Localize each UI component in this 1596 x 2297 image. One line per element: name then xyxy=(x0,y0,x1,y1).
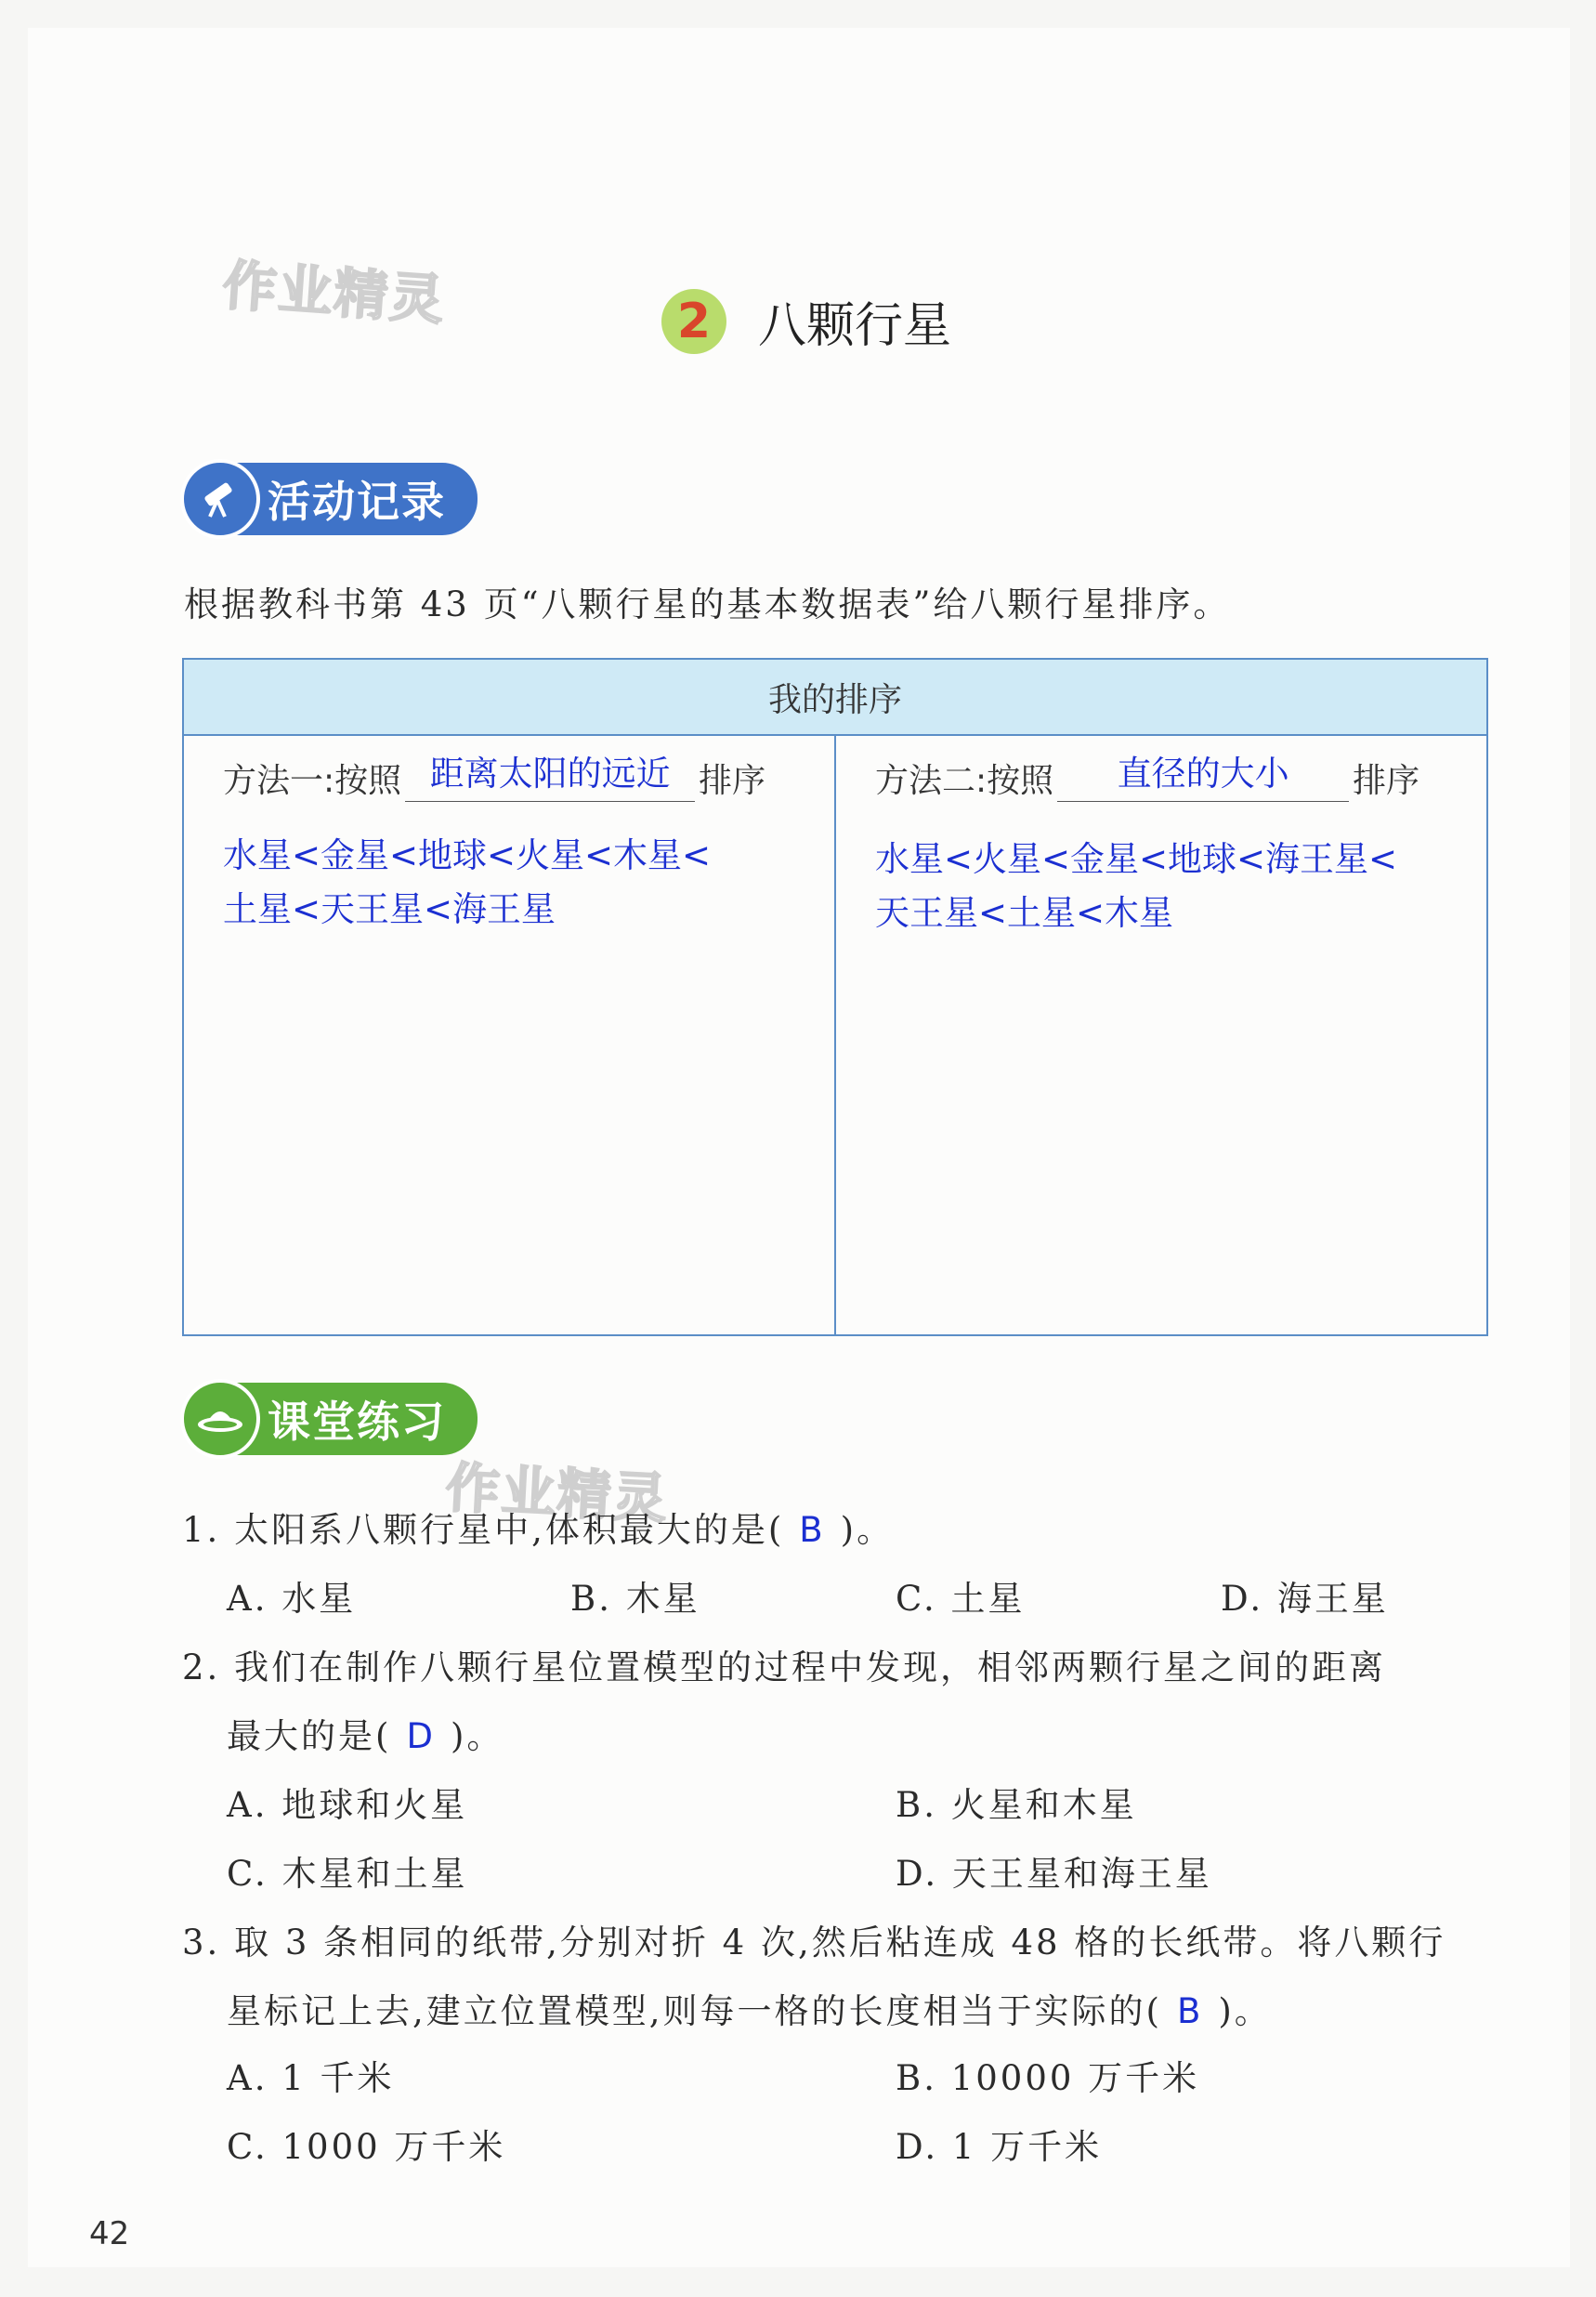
option: C. 土星 xyxy=(896,1579,1026,1619)
option: A. 地球和火星 xyxy=(227,1785,468,1825)
question-2 xyxy=(182,1639,1386,1689)
method1-column xyxy=(184,736,834,1336)
question-stem: 最大的是( xyxy=(227,1716,392,1756)
method2-blank xyxy=(1057,754,1349,802)
question-3 xyxy=(182,1914,1446,1964)
method1-prefix: 方法一:按照 xyxy=(223,762,402,800)
option: D. 海王星 xyxy=(1221,1579,1389,1619)
telescope-icon xyxy=(180,459,260,539)
question-stem: 星标记上去,建立位置模型,则每一格的长度相当于实际的( xyxy=(227,1991,1162,2031)
watermark: 作业精灵 xyxy=(444,1455,671,1531)
option: B. 木星 xyxy=(570,1579,700,1619)
question-stem: 3. 取 3 条相同的纸带,分别对折 4 次,然后粘连成 48 格的长纸带。将八颗行 xyxy=(182,1923,1446,1962)
method1-line: 土星<天王星<海王星 xyxy=(223,889,556,929)
watermark: 作业精灵 xyxy=(220,253,448,333)
question-stem: 2. 我们在制作八颗行星位置模型的过程中发现，相邻两颗行星之间的距离 xyxy=(182,1647,1387,1687)
method1-line: 水星<金星<地球<火星<木星< xyxy=(223,835,712,875)
option: C. 1000 万千米 xyxy=(227,2127,506,2167)
method1-answer: 距离太阳的远近 xyxy=(429,754,671,794)
method2-prefix: 方法二:按照 xyxy=(875,762,1054,800)
question-stem: 1. 太阳系八颗行星中,体积最大的是( xyxy=(182,1510,785,1550)
practice-badge xyxy=(186,1383,477,1455)
page-number: 42 xyxy=(89,2215,130,2252)
option: D. 天王星和海王星 xyxy=(896,1854,1212,1894)
question-stem-end: )。 xyxy=(1218,1991,1272,2031)
method2-answer-lines xyxy=(875,833,1397,940)
method1-blank xyxy=(405,754,695,802)
lesson-name: 八颗行星 xyxy=(758,298,952,354)
ufo-icon xyxy=(180,1379,260,1459)
option: D. 1 万千米 xyxy=(896,2127,1103,2167)
lesson-title xyxy=(661,286,951,356)
method2-column xyxy=(834,736,1486,1336)
method2-line: 水星<火星<金星<地球<海王星< xyxy=(875,839,1398,879)
method2-line: 天王星<土星<木星 xyxy=(875,893,1174,933)
option: A. 水星 xyxy=(227,1579,357,1619)
activity-label: 活动记录 xyxy=(268,477,446,527)
lesson-number: 2 xyxy=(661,289,726,354)
method2-answer: 直径的大小 xyxy=(1117,754,1289,794)
method2-suffix: 排序 xyxy=(1353,762,1420,800)
option: B. 火星和木星 xyxy=(896,1785,1137,1825)
answer-mark: B xyxy=(799,1510,826,1550)
method1-prompt xyxy=(223,755,765,802)
question-stem-end: )。 xyxy=(840,1510,895,1550)
answer-mark: D xyxy=(406,1716,436,1756)
method2-prompt xyxy=(875,755,1419,802)
question-stem-end: )。 xyxy=(450,1716,504,1756)
intro-text: 根据教科书第 43 页“八颗行星的基本数据表”给八颗行星排序。 xyxy=(184,584,1231,624)
method1-suffix: 排序 xyxy=(699,762,766,800)
method1-answer-lines xyxy=(223,829,711,937)
practice-label: 课堂练习 xyxy=(268,1397,446,1447)
activity-badge xyxy=(186,463,477,535)
question-2-cont xyxy=(227,1708,504,1758)
option: A. 1 千米 xyxy=(227,2058,395,2098)
sort-table xyxy=(182,658,1488,1336)
option: B. 10000 万千米 xyxy=(896,2058,1200,2098)
sort-table-header: 我的排序 xyxy=(184,660,1486,736)
option: C. 木星和土星 xyxy=(227,1854,468,1894)
question-1 xyxy=(182,1502,894,1552)
question-3-cont xyxy=(227,1983,1272,2033)
answer-mark: B xyxy=(1176,1991,1204,2031)
